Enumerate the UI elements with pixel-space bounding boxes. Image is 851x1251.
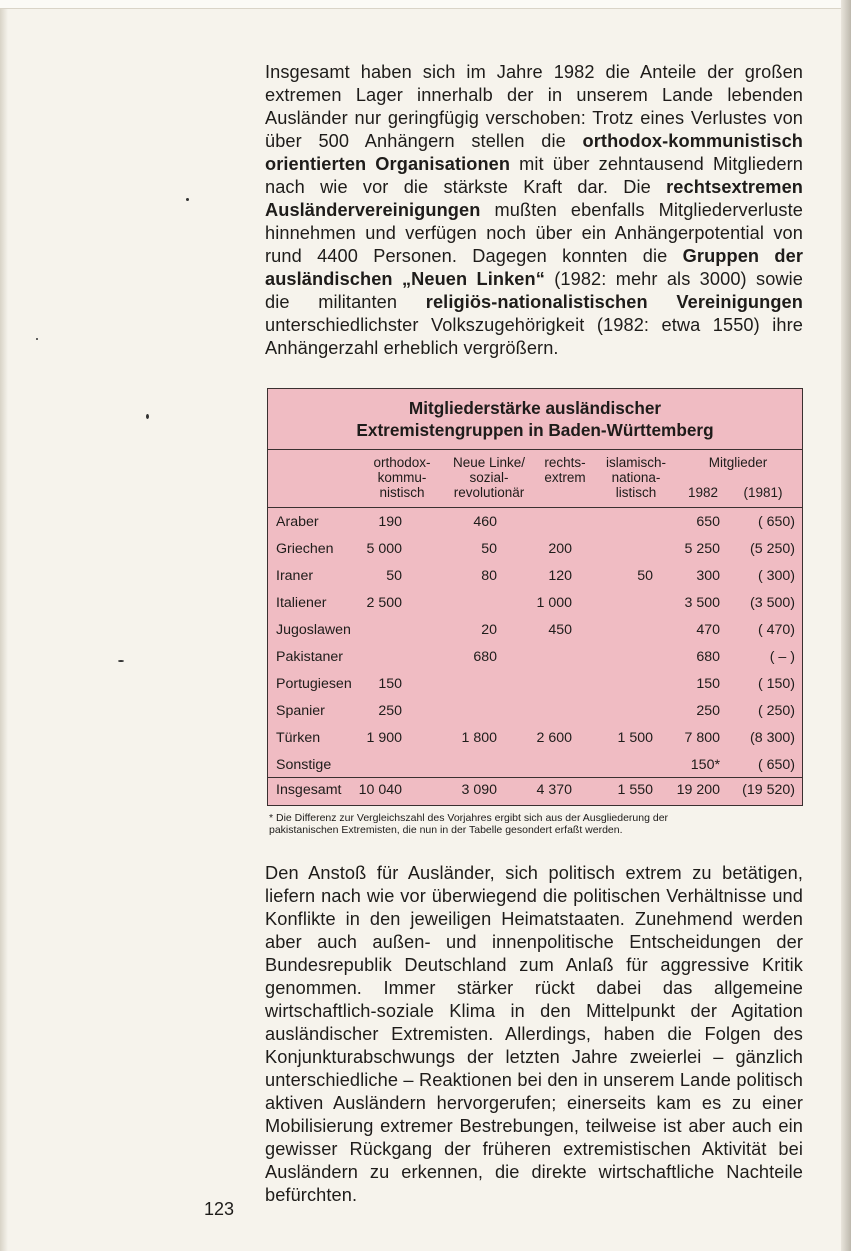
cell-neue-linke: 460	[473, 514, 497, 530]
header-rechts-line-2: extrem	[544, 470, 586, 485]
cell-y1982: 150	[696, 676, 720, 692]
cell-rechts: 200	[548, 541, 572, 557]
table-divider-title	[268, 449, 802, 450]
table-title-line-2: Extremistengruppen in Baden-Württemberg	[356, 420, 714, 440]
cell-y1981: ( – )	[769, 649, 795, 665]
table-divider-header	[268, 507, 802, 508]
total-islam: 1 550	[617, 782, 653, 798]
header-neue-linke	[443, 455, 535, 500]
page-edge-top	[0, 0, 851, 9]
text-run: Insgesamt haben sich im Jahre 1982 die Anteile der großen extremen Lager innerhalb der in unserem Lande lebenden Ausländer nur geringfügig verschoben: Trotz eines Verlustes von über 500 Anhängern stellen die	[265, 62, 803, 151]
footnote-line-1: * Die Differenz zur Vergleichszahl des Vorjahres ergibt sich aus der Ausgliederung der	[269, 812, 669, 824]
cell-orthodox: 2 500	[366, 595, 402, 611]
table-row	[268, 725, 802, 752]
cell-neue-linke: 80	[481, 568, 497, 584]
text-run: (1982: mehr als 3000) sowie die militanten	[265, 269, 803, 312]
table-row	[268, 698, 802, 725]
total-1982: 19 200	[676, 782, 720, 798]
table-row	[268, 536, 802, 563]
paragraph-2: Den Anstoß für Ausländer, sich politisch extrem zu betätigen, liefern nach wie vor überwiegend die politischen Verhältnisse und Konflikte in den jeweiligen Heimatstaaten. Zunehmend werden aber auch außen- und innenpolitische Entscheidungen der Bundesrepublik Deutschland zum Anlaß für aggressive Kritik genommen. Immer stärker rückt dabei das allgemeine wirtschaftlich-soziale Klima in den Mittelpunkt der Agitation ausländischer Extremisten. Allerdings, haben die Folgen des Konjunkturabschwungs der letzten Jahre zweierlei – gänzlich unterschiedliche – Reaktionen bei den in unserem Lande politisch aktiven Ausländern hervorgerufen; einerseits kam es zu einer Mobilisierung extremer Bestrebungen, teilweise ist aber auch ein gewisser Rückgang der früheren extremistischen Aktivität bei Ausländern zu erkennen, die direkte wirtschaftliche Nachteile befürchten.	[265, 863, 803, 1205]
cell-y1981: (8 300)	[750, 730, 795, 746]
header-rechts-line-1: rechts-	[544, 455, 586, 470]
cell-y1981: ( 650)	[757, 514, 795, 530]
cell-islam: 1 500	[617, 730, 653, 746]
cell-neue-linke: 50	[481, 541, 497, 557]
header-rechts	[534, 455, 596, 485]
speck-3	[118, 660, 124, 662]
cell-name: Iraner	[276, 568, 314, 584]
cell-rechts: 120	[548, 568, 572, 584]
bold-term: Gruppen der ausländischen „Neuen Linken“	[265, 246, 803, 289]
page-edge-left	[0, 0, 8, 1251]
total-neue-linke: 3 090	[461, 782, 497, 798]
footnote-line-2: pakistanischen Extremisten, die nun in der Tabelle gesondert erfaßt werden.	[269, 824, 623, 836]
cell-name: Italiener	[276, 595, 327, 611]
cell-y1981: ( 300)	[757, 568, 795, 584]
table-row	[268, 617, 802, 644]
cell-y1981: ( 250)	[757, 703, 795, 719]
cell-orthodox: 5 000	[366, 541, 402, 557]
text-run: mit über zehntausend Mitgliedern nach wie vor die stärkste Kraft dar. Die	[265, 154, 803, 197]
table-row	[268, 644, 802, 671]
cell-name: Araber	[276, 514, 319, 530]
header-islam-line-3: listisch	[615, 485, 657, 500]
table-footnote	[269, 812, 809, 836]
cell-rechts: 450	[548, 622, 572, 638]
bold-term: rechtsextremen Ausländervereinigungen	[265, 177, 803, 220]
table-title-line-1: Mitgliederstärke ausländischer	[408, 398, 662, 418]
header-neue-linke-line-2: sozial-	[469, 470, 509, 485]
cell-y1982: 5 250	[684, 541, 720, 557]
cell-name: Jugoslawen	[276, 622, 351, 638]
header-neue-linke-line-3: revolutionär	[453, 485, 525, 500]
cell-orthodox: 250	[378, 703, 402, 719]
table-total-row	[268, 777, 802, 804]
cell-name: Spanier	[276, 703, 325, 719]
table-row	[268, 752, 802, 779]
paragraph-1	[265, 61, 803, 360]
header-neue-linke-line-1: Neue Linke/	[452, 455, 526, 470]
header-islam	[597, 455, 675, 500]
header-mitglieder: Mitglieder	[708, 455, 768, 470]
header-orthodox	[362, 455, 442, 500]
table-row	[268, 563, 802, 590]
cell-orthodox: 150	[378, 676, 402, 692]
total-orthodox: 10 040	[358, 782, 402, 798]
cell-name: Türken	[276, 730, 321, 746]
membership-table	[267, 388, 803, 806]
cell-neue-linke: 680	[473, 649, 497, 665]
header-islam-line-2: nationa-	[611, 470, 661, 485]
speck-2	[146, 414, 149, 419]
bold-term: orthodox-kommunistisch orientierten Organisationen	[265, 131, 803, 174]
cell-y1982: 300	[696, 568, 720, 584]
header-year-1981: (1981)	[743, 485, 783, 500]
cell-y1982: 650	[696, 514, 720, 530]
cell-y1982: 7 800	[684, 730, 720, 746]
table-title	[268, 397, 802, 441]
cell-y1981: ( 650)	[757, 757, 795, 773]
cell-name: Portugiesen	[276, 676, 352, 692]
total-1981: (19 520)	[742, 782, 795, 798]
table-row	[268, 671, 802, 698]
cell-rechts: 2 600	[536, 730, 572, 746]
header-islam-line-1: islamisch-	[605, 455, 666, 470]
header-orthodox-line-1: orthodox-	[373, 455, 431, 470]
text-run: mußten ebenfalls Mitgliederverluste hinnehmen und verfügen noch über ein Anhängerpotential von rund 4400 Personen. Dagegen konnten die	[265, 200, 803, 266]
page-number: 123	[204, 1199, 235, 1219]
table-row	[268, 590, 802, 617]
cell-islam: 50	[637, 568, 653, 584]
table-row	[268, 509, 802, 536]
cell-y1982: 250	[696, 703, 720, 719]
speck-4	[36, 338, 38, 340]
cell-orthodox: 1 900	[366, 730, 402, 746]
header-year-1982: 1982	[687, 485, 719, 500]
cell-y1981: ( 150)	[757, 676, 795, 692]
cell-y1982: 150*	[690, 757, 720, 773]
cell-y1981: (5 250)	[750, 541, 795, 557]
page-edge-right	[841, 0, 851, 1251]
cell-name: Sonstige	[276, 757, 332, 773]
speck-1	[186, 198, 189, 201]
cell-y1982: 3 500	[684, 595, 720, 611]
total-label: Insgesamt	[276, 782, 342, 798]
cell-neue-linke: 1 800	[461, 730, 497, 746]
cell-y1981: (3 500)	[750, 595, 795, 611]
cell-y1981: ( 470)	[757, 622, 795, 638]
cell-orthodox: 50	[386, 568, 402, 584]
bold-term: religiös-nationalistischen Vereinigungen	[425, 292, 803, 312]
cell-y1982: 470	[696, 622, 720, 638]
cell-name: Griechen	[276, 541, 334, 557]
cell-y1982: 680	[696, 649, 720, 665]
cell-orthodox: 190	[378, 514, 402, 530]
header-orthodox-line-2: kommu-	[377, 470, 427, 485]
text-run: unterschiedlichster Volkszugehörigkeit (1982: etwa 1550) ihre Anhängerzahl erheblich vergrößern.	[265, 315, 803, 358]
cell-name: Pakistaner	[276, 649, 344, 665]
total-rechts: 4 370	[536, 782, 572, 798]
cell-rechts: 1 000	[536, 595, 572, 611]
cell-neue-linke: 20	[481, 622, 497, 638]
header-orthodox-line-3: nistisch	[379, 485, 425, 500]
